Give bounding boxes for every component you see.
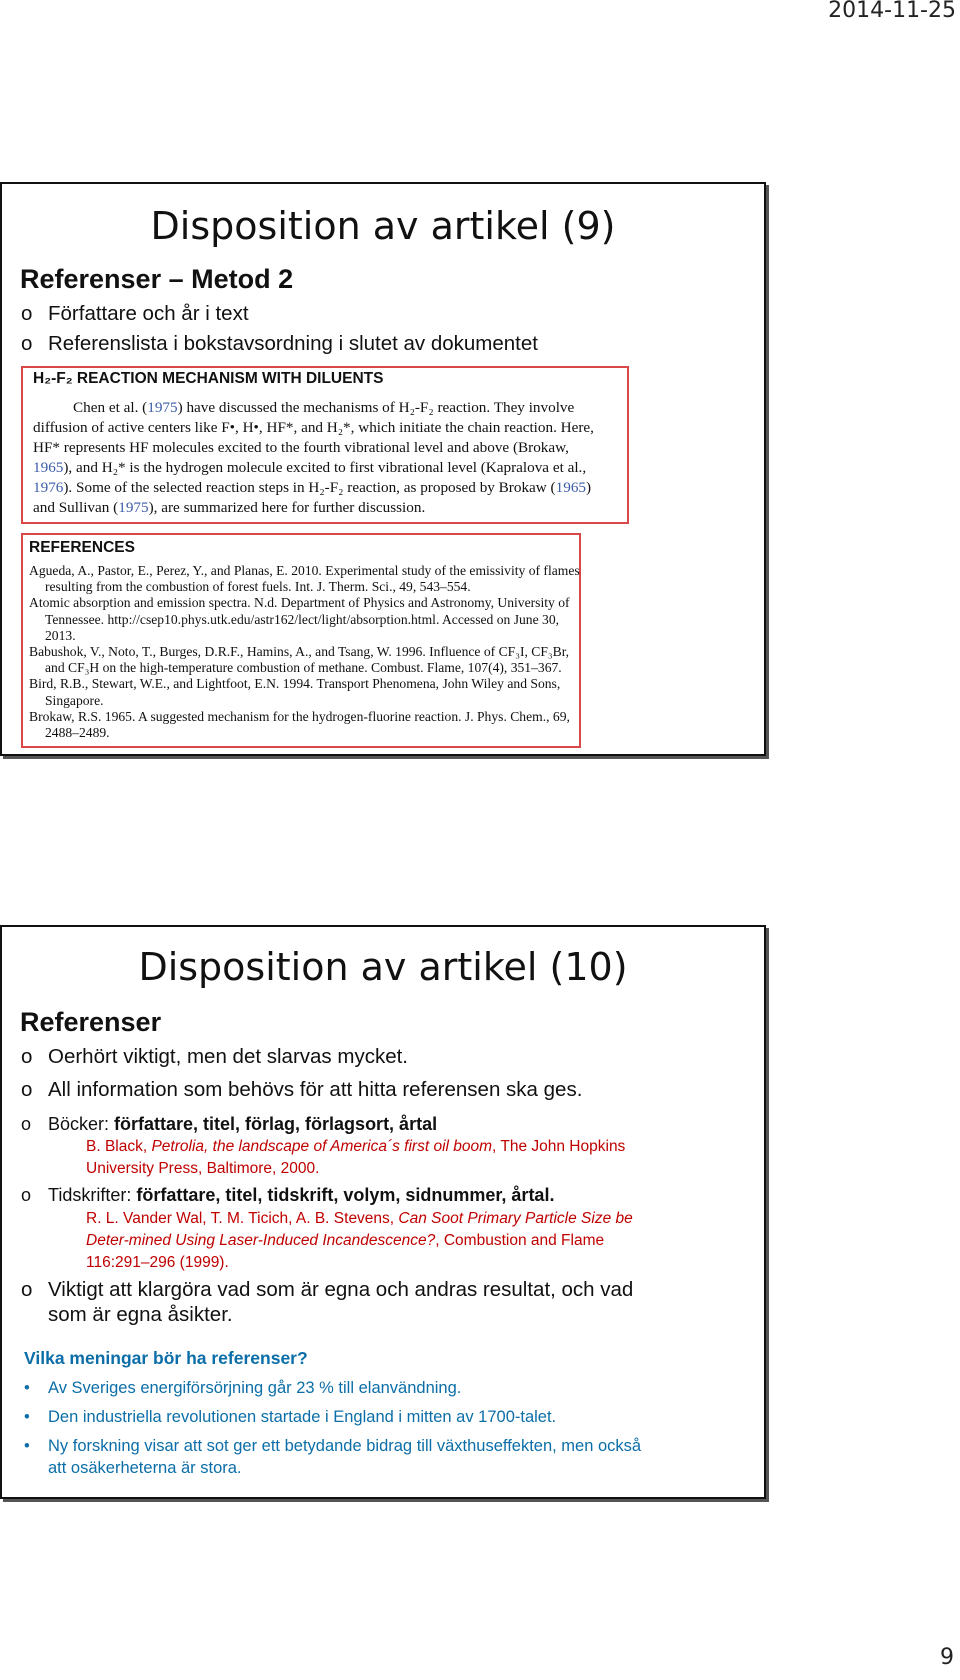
- bullet-marker: o: [21, 1078, 33, 1101]
- header-date: 2014-11-25: [828, 0, 956, 23]
- excerpt-heading: H₂-F₂ REACTION MECHANISM WITH DILUENTS: [33, 370, 384, 387]
- list-item: [21, 332, 538, 356]
- page-number: 9: [940, 1645, 954, 1670]
- bullet-marker: o: [21, 1045, 33, 1068]
- section-heading: Referenser – Metod 2: [20, 264, 294, 294]
- slide-9: [0, 182, 766, 756]
- references-heading: REFERENCES: [29, 539, 135, 556]
- bullet-marker: o: [21, 1114, 32, 1134]
- reference-item: Babushok, V., Noto, T., Burges, D.R.F., Hamins, A., and Tsang, W. 1996. Influence of CF₃I, CF₃Br, and CF₃H on the high-temperature combustion of methane. Combust. Flame, 107(4), 351–367.: [29, 644, 570, 676]
- reference-item: Agueda, A., Pastor, E., Perez, Y., and Planas, E. 2010. Experimental study of the emissivity of flames resulting from the combustion of forest fuels. Int. J. Therm. Sci., 49, 543–554.: [29, 563, 580, 595]
- list-item: [21, 1112, 438, 1136]
- reference-item: Atomic absorption and emission spectra. N.d. Department of Physics and Astronomy, University of Tennessee. http://csep10.phys.utk.edu/astr162/lect/light/absorption.html. Accessed on June 30, 2013.: [29, 595, 570, 643]
- sentence-text: Ny forskning visar att sot ger ett betydande bidrag till växthuseffekten, men också: [48, 1437, 642, 1455]
- question-heading: Vilka meningar bör ha referenser?: [24, 1348, 308, 1368]
- bullet-dot: •: [24, 1408, 30, 1426]
- bullet-marker: o: [21, 1185, 32, 1205]
- reference-item: Bird, R.B., Stewart, W.E., and Lightfoot, E.N. 1994. Transport Phenomena, John Wiley and Sons, Singapore.: [29, 676, 561, 708]
- bullet-dot: •: [24, 1379, 30, 1397]
- list-item: [21, 1078, 583, 1102]
- bullet-text: Referenslista i bokstavsordning i slutet av dokumentet: [48, 332, 538, 355]
- reference-item: Brokaw, R.S. 1965. A suggested mechanism for the hydrogen-fluorine reaction. J. Phys. Chem., 69, 2488–2489.: [29, 708, 570, 741]
- list-item: [24, 1435, 642, 1479]
- bullet-text: Böcker:: [48, 1114, 115, 1134]
- references-list: [29, 563, 589, 741]
- slide-10: [0, 925, 766, 1499]
- bullet-text: Oerhört viktigt, men det slarvas mycket.: [48, 1045, 409, 1068]
- bullet-text: som är egna åsikter.: [48, 1303, 233, 1326]
- sentence-text: att osäkerheterna är stora.: [48, 1459, 242, 1477]
- list-item: [21, 1045, 409, 1069]
- list-item: [21, 1277, 634, 1327]
- bullet-text: Författare och år i text: [48, 302, 249, 325]
- excerpt-image: [21, 366, 629, 524]
- sentence-text: Av Sveriges energiförsörjning går 23 % till elanvändning.: [48, 1379, 462, 1397]
- bullet-dot: •: [24, 1437, 30, 1455]
- list-item: [21, 1183, 555, 1207]
- bullet-text: Viktigt att klargöra vad som är egna och andras resultat, och vad: [48, 1278, 634, 1301]
- bullet-text: All information som behövs för att hitta referensen ska ges.: [48, 1078, 583, 1101]
- section-heading: Referenser: [20, 1007, 162, 1037]
- bullet-text: Tidskrifter:: [48, 1185, 137, 1205]
- bullet-bold: författare, titel, förlag, förlagsort, årtal: [114, 1114, 438, 1134]
- bullet-marker: o: [21, 332, 33, 355]
- slide-title: Disposition av artikel (10): [138, 945, 628, 989]
- book-example: B. Black, Petrolia, the landscape of America´s first oil boom, The John Hopkins University Press, Baltimore, 2000.: [86, 1138, 626, 1177]
- list-item: [24, 1377, 462, 1399]
- list-item: [21, 302, 249, 326]
- references-image: [21, 533, 581, 748]
- bullet-bold: författare, titel, tidskrift, volym, sidnummer, årtal.: [136, 1185, 555, 1205]
- excerpt-body: Chen et al. (1975) have discussed the mechanisms of H₂-F₂ reaction. They involve diffusion of active centers like F•, H•, HF*, and H₂*, which initiate the chain reaction. Here, HF* represents HF molecules excited to the fourth vibrational level and above (Brokaw, 1965), and H₂* is the hydrogen molecule excited to first vibrational level (Kapralova et al., 1976). Some of the selected reaction steps in H₂-F₂ reaction, as proposed by Brokaw (1965) and Sullivan (1975), are summarized here for further discussion.: [33, 399, 594, 516]
- journal-example: R. L. Vander Wal, T. M. Ticich, A. B. Stevens, Can Soot Primary Particle Size be Deter-mined Using Laser-Induced Incandescence?, Combustion and Flame 116:291–296 (1999).: [86, 1210, 633, 1271]
- slide-title: Disposition av artikel (9): [150, 204, 616, 248]
- sentence-text: Den industriella revolutionen startade i England i mitten av 1700-talet.: [48, 1408, 557, 1426]
- bullet-marker: o: [21, 302, 33, 325]
- list-item: [24, 1406, 557, 1428]
- bullet-marker: o: [21, 1278, 33, 1301]
